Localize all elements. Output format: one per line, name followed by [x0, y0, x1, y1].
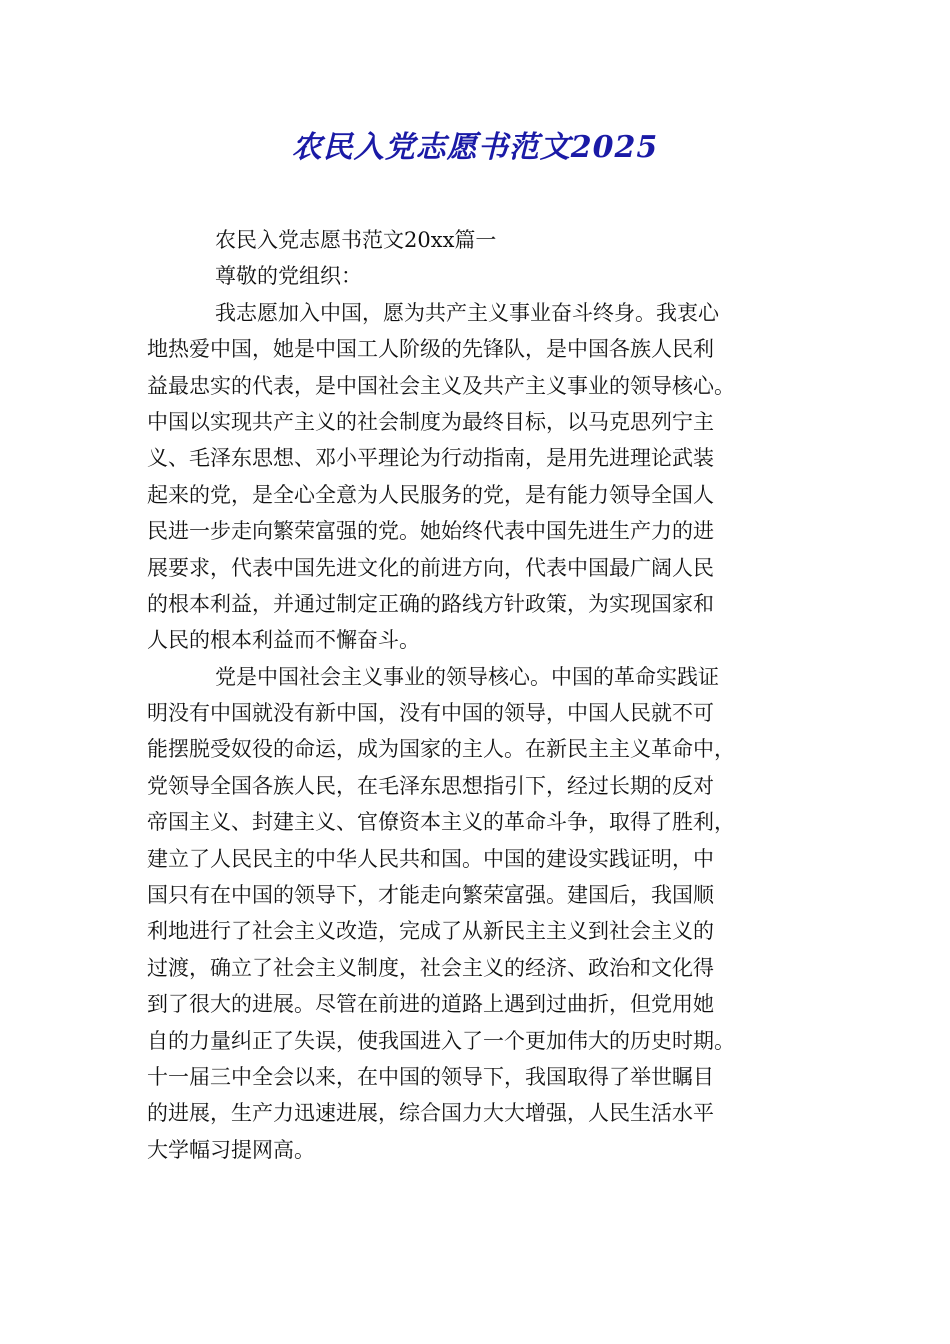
body-line: 党是中国社会主义事业的领导核心。中国的革命实践证: [215, 664, 719, 689]
body-line: 农民入党志愿书范文20xx篇一: [215, 228, 497, 252]
body-line: 民进一步走向繁荣富强的党。她始终代表中国先进生产力的进: [147, 519, 714, 544]
body-line: 展要求，代表中国先进文化的前进方向，代表中国最广阔人民: [147, 555, 714, 580]
body-line: 明没有中国就没有新中国，没有中国的领导，中国人民就不可: [147, 701, 714, 726]
body-line: 自的力量纠正了失误，使我国进入了一个更加伟大的历史时期。: [147, 1028, 735, 1053]
body-line: 建立了人民民主的中华人民共和国。中国的建设实践证明，中: [147, 846, 714, 871]
body-line: 地热爱中国，她是中国工人阶级的先锋队，是中国各族人民利: [147, 337, 714, 362]
body-line: 过渡，确立了社会主义制度，社会主义的经济、政治和文化得: [147, 955, 714, 980]
body-line: 国只有在中国的领导下，才能走向繁荣富强。建国后，我国顺: [147, 883, 714, 908]
body-line: 党领导全国各族人民，在毛泽东思想指引下，经过长期的反对: [147, 773, 714, 798]
document-title: 农民入党志愿书范文2025: [291, 130, 659, 165]
body-line: 能摆脱受奴役的命运，成为国家的主人。在新民主主义革命中，: [147, 737, 735, 762]
body-line: 益最忠实的代表，是中国社会主义及共产主义事业的领导核心。: [147, 373, 735, 398]
body-line: 利地进行了社会主义改造，完成了从新民主主义到社会主义的: [147, 919, 714, 944]
body-line: 人民的根本利益而不懈奋斗。: [147, 628, 420, 653]
body-line: 尊敬的党组织：: [215, 264, 362, 289]
body-line: 义、毛泽东思想、邓小平理论为行动指南，是用先进理论武装: [147, 446, 714, 471]
document-body: [147, 222, 807, 1168]
body-line: 到了很大的进展。尽管在前进的道路上遇到过曲折，但党用她: [147, 992, 714, 1017]
body-line: 我志愿加入中国，愿为共产主义事业奋斗终身。我衷心: [215, 300, 719, 325]
body-line: 起来的党，是全心全意为人民服务的党，是有能力领导全国人: [147, 482, 714, 507]
body-line: 的进展，生产力迅速进展，综合国力大大增强，人民生活水平: [147, 1101, 714, 1126]
body-line: 十一届三中全会以来，在中国的领导下，我国取得了举世瞩目: [147, 1064, 714, 1089]
body-line: 中国以实现共产主义的社会制度为最终目标，以马克思列宁主: [147, 409, 714, 434]
body-line: 大学幅习提网高。: [147, 1137, 315, 1162]
body-line: 帝国主义、封建主义、官僚资本主义的革命斗争，取得了胜利，: [147, 810, 735, 835]
body-line: 的根本利益，并通过制定正确的路线方针政策，为实现国家和: [147, 591, 714, 616]
